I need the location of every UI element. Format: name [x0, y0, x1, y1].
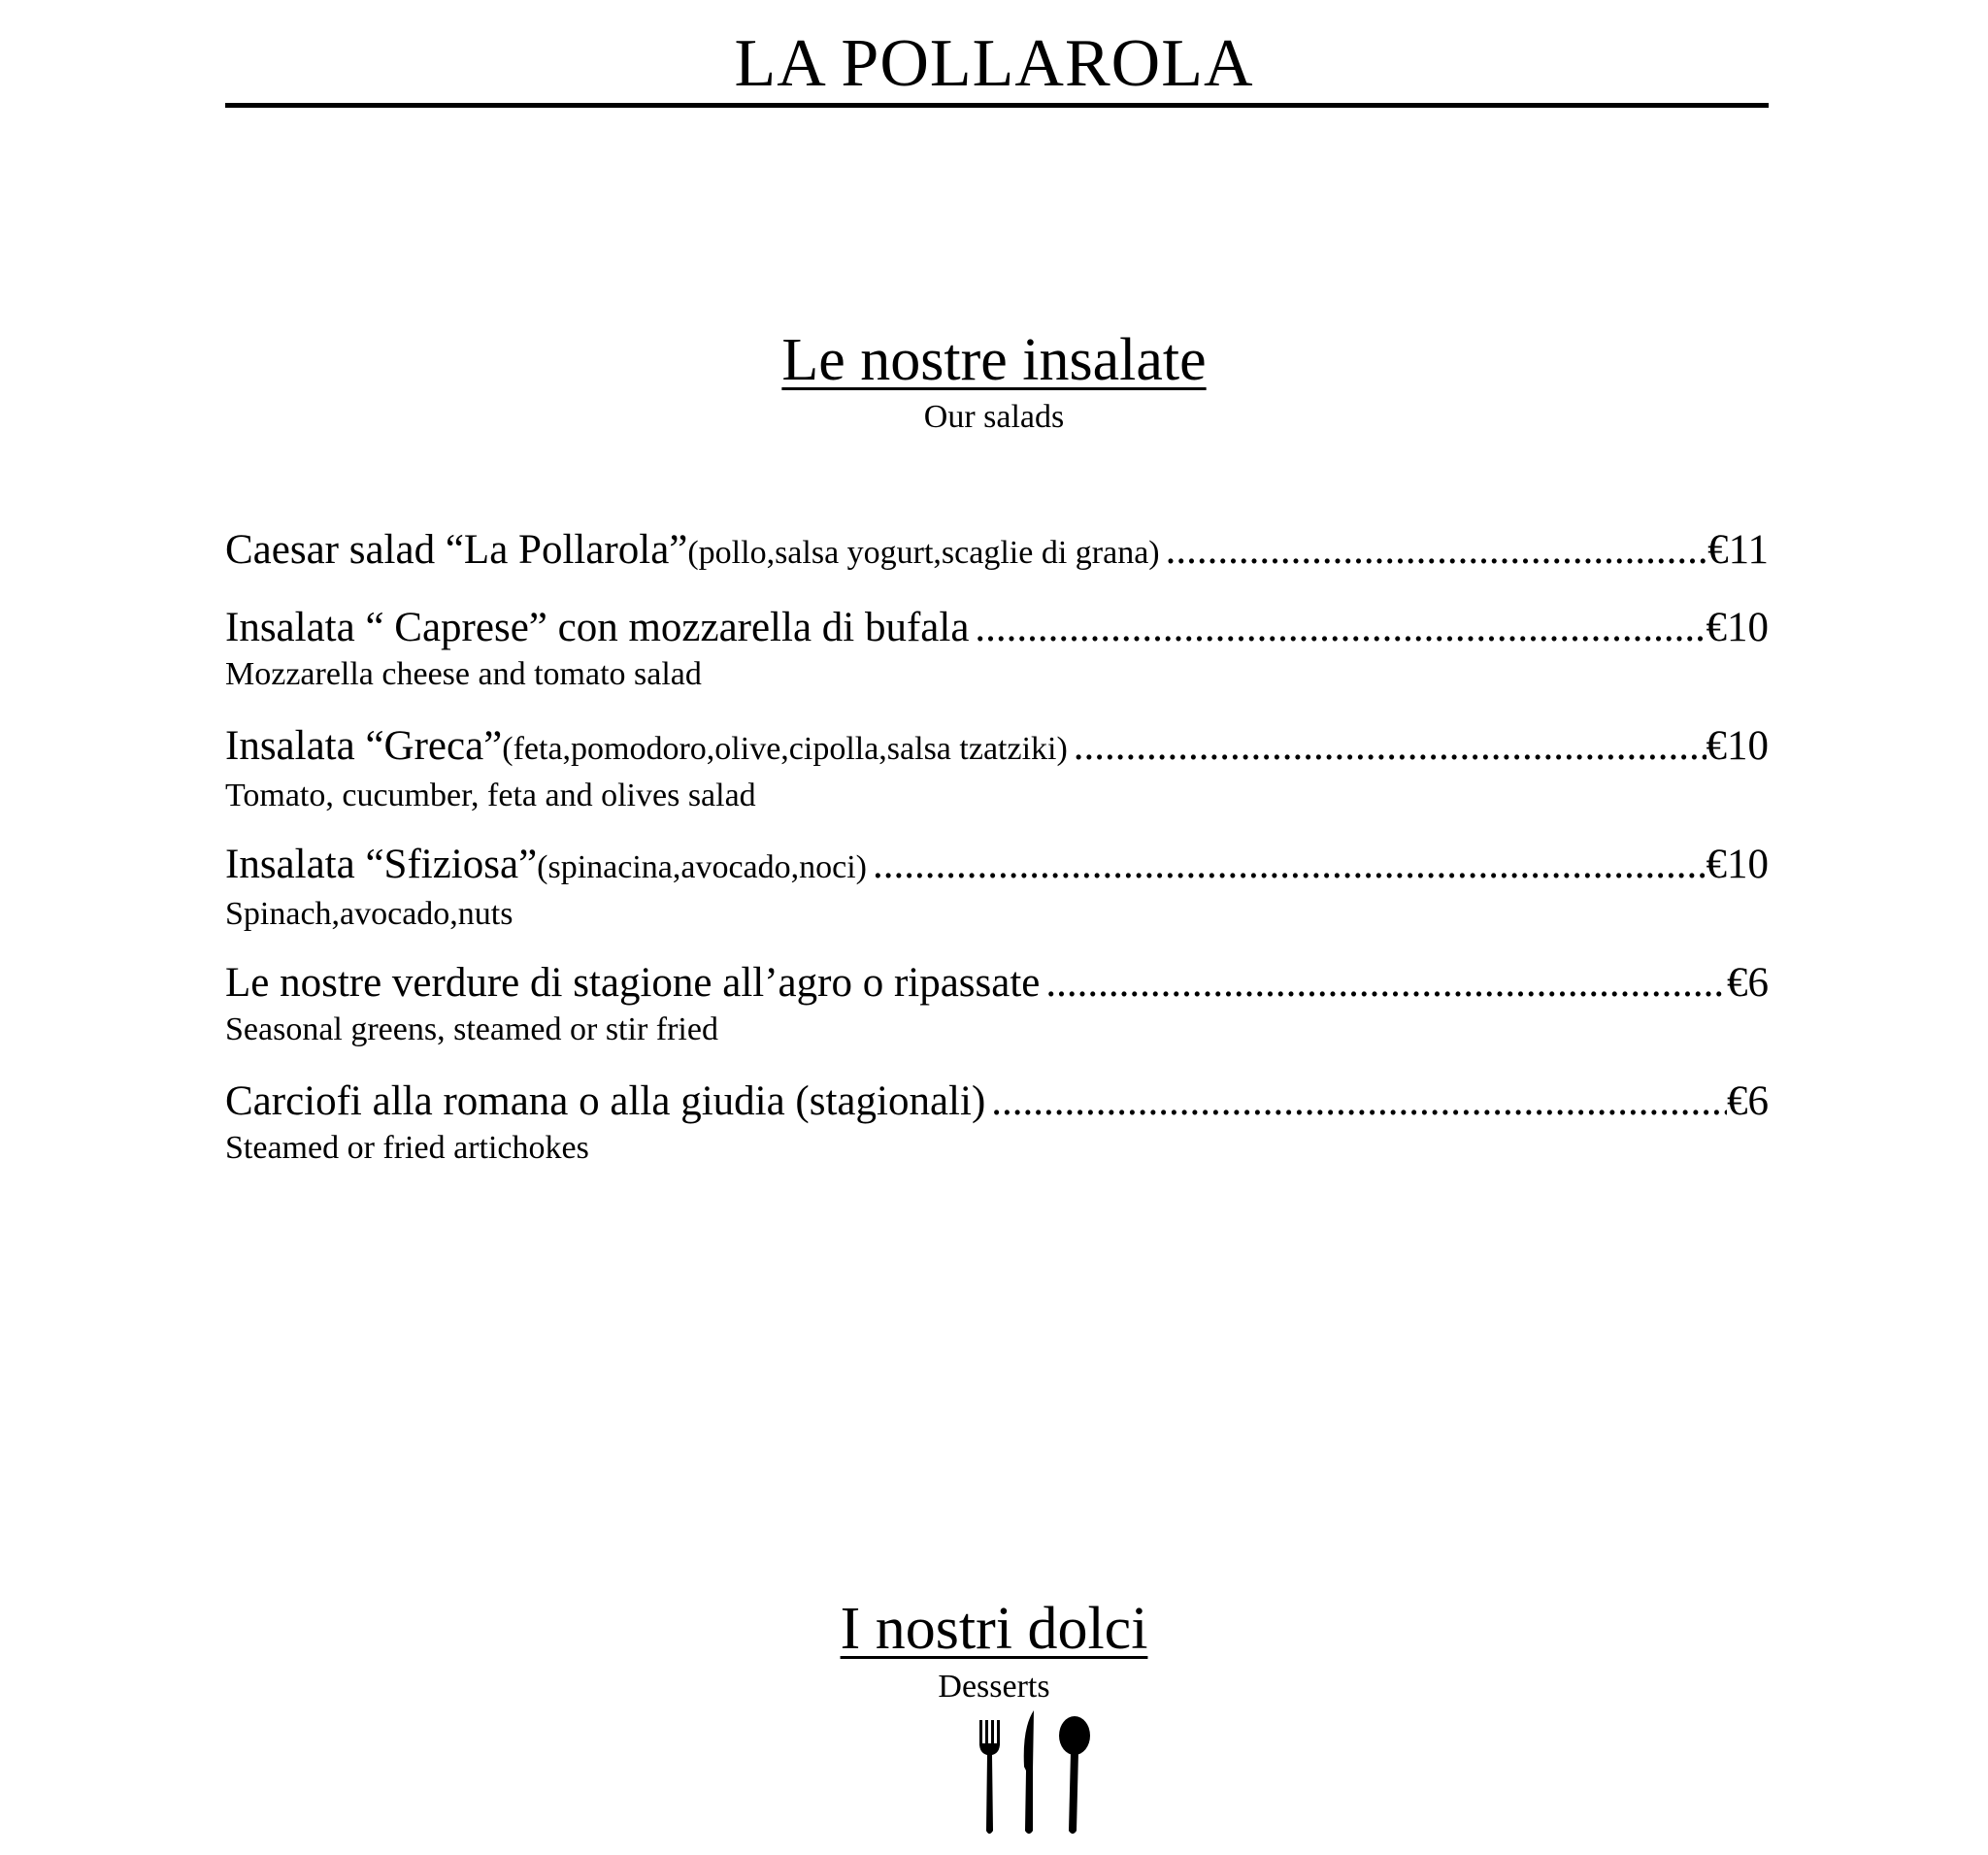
fork-knife-spoon-icon [966, 1706, 1102, 1842]
menu-item [225, 839, 1769, 957]
menu-item-translation: Steamed or fried artichokes [225, 1130, 589, 1166]
menu-item [225, 602, 1769, 720]
menu-item-leader-dots [1068, 720, 1706, 773]
menu-item-price: €10 [1706, 605, 1769, 650]
salads-heading [0, 325, 1988, 395]
menu-item-translation: Tomato, cucumber, feta and olives salad [225, 778, 756, 813]
menu-item-price: €10 [1706, 723, 1769, 769]
menu-item-leader-dots [1160, 524, 1707, 577]
menu-item-line [225, 839, 1769, 894]
menu-item-name: Caesar salad “La Pollarola” [225, 527, 688, 573]
salads-menu-list [225, 524, 1769, 1194]
desserts-heading-text: I nostri dolci [840, 1596, 1148, 1662]
menu-item-line [225, 524, 1769, 580]
menu-item-translation: Spinach,avocado,nuts [225, 896, 514, 932]
menu-item-name: Insalata “ Caprese” con mozzarella di bufala [225, 605, 970, 650]
salads-heading-text: Le nostre insalate [781, 327, 1207, 393]
menu-item-name: Insalata “Sfiziosa” [225, 842, 538, 887]
menu-item-translation: Mozzarella cheese and tomato salad [225, 656, 702, 692]
menu-item-leader-dots [969, 602, 1706, 654]
menu-item-name: Insalata “Greca” [225, 723, 503, 769]
menu-item-detail: (feta,pomodoro,olive,cipolla,salsa tzatziki) [502, 731, 1068, 767]
menu-item [225, 720, 1769, 839]
desserts-heading [0, 1594, 1988, 1664]
menu-item-detail: (pollo,salsa yogurt,scaglie di grana) [687, 535, 1160, 571]
menu-item-line [225, 1076, 1769, 1128]
menu-item-price: €6 [1727, 960, 1769, 1006]
menu-item-price: €11 [1707, 527, 1769, 573]
menu-item-name: Le nostre verdure di stagione all’agro o ripassate [225, 960, 1041, 1006]
restaurant-name: LA POLLAROLA [734, 26, 1254, 101]
menu-item-line [225, 602, 1769, 654]
menu-item-translation: Seasonal greens, steamed or stir fried [225, 1011, 718, 1047]
menu-item-detail: (spinacina,avocado,noci) [537, 849, 868, 885]
desserts-subheading: Desserts [938, 1669, 1050, 1705]
menu-item [225, 1076, 1769, 1194]
menu-item-price: €6 [1727, 1078, 1769, 1124]
menu-item-leader-dots [1040, 957, 1727, 1010]
menu-item [225, 957, 1769, 1076]
salads-subheading: Our salads [923, 399, 1065, 435]
menu-item-line [225, 720, 1769, 776]
menu-item-line [225, 957, 1769, 1010]
title-divider [225, 103, 1769, 108]
menu-item [225, 524, 1769, 602]
menu-item-leader-dots [985, 1076, 1727, 1128]
menu-item-name: Carciofi alla romana o alla giudia (stagionali) [225, 1078, 986, 1124]
menu-item-price: €10 [1706, 842, 1769, 887]
menu-item-leader-dots [867, 839, 1706, 891]
